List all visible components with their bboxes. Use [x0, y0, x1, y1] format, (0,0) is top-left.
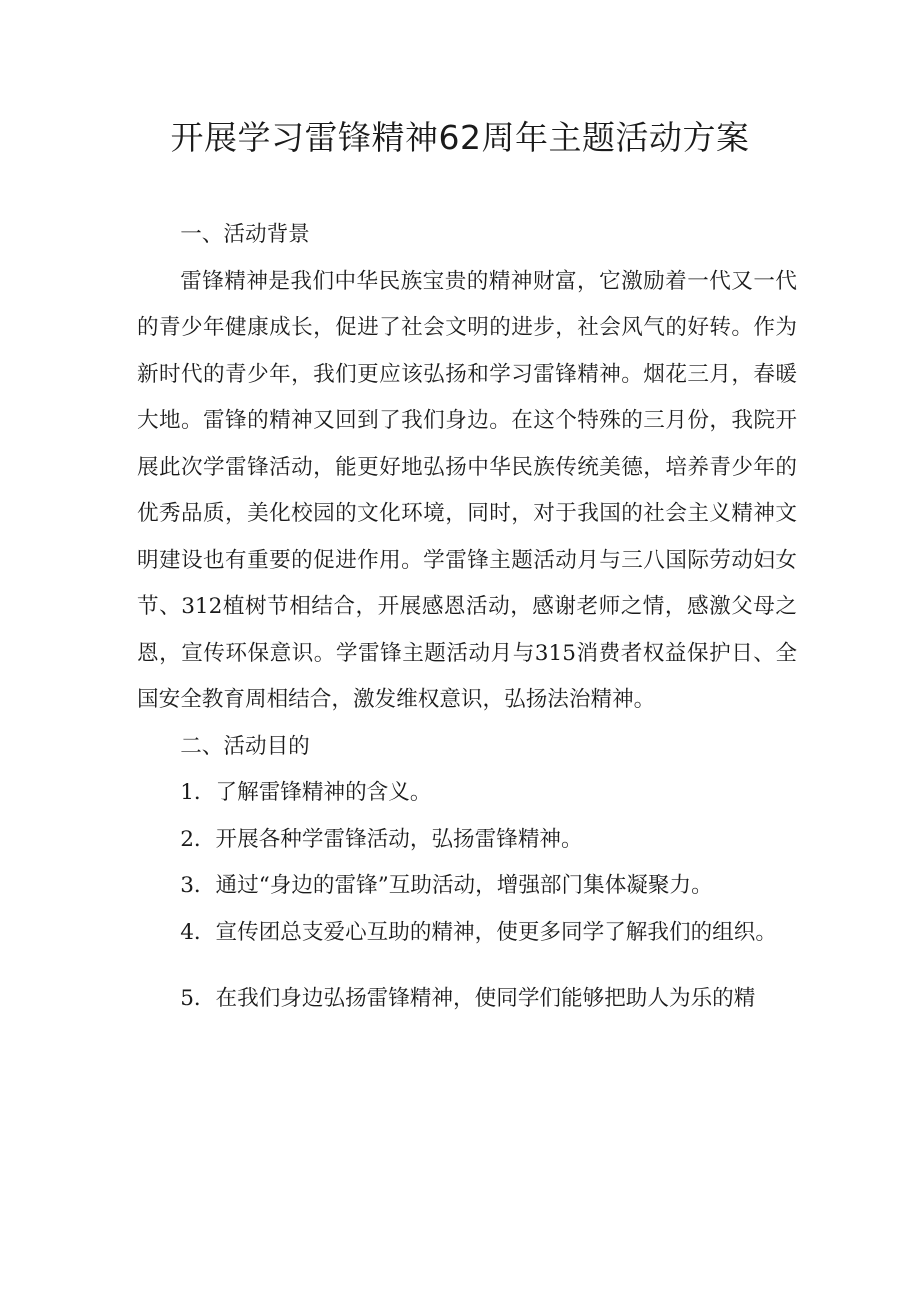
document-title: 开展学习雷锋精神62周年主题活动方案	[170, 118, 750, 157]
document-body	[137, 212, 797, 1023]
section-heading-background: 一、活动背景	[180, 222, 310, 247]
purpose-item-1: 1．了解雷锋精神的含义。	[180, 780, 432, 805]
purpose-item-5: 5．在我们身边弘扬雷锋精神，使同学们能够把助人为乐的精	[180, 986, 756, 1011]
purpose-item-2: 2．开展各种学雷锋活动，弘扬雷锋精神。	[180, 826, 583, 852]
background-paragraph: 雷锋精神是我们中华民族宝贵的精神财富，它激励着一代又一代的青少年健康成长，促进了社会文明的进步，社会风气的好转。作为新时代的青少年，我们更应该弘扬和学习雷锋精神。烟花三月，春暖大地。雷锋的精神又回到了我们身边。在这个特殊的三月份，我院开展此次学雷锋活动，能更好地弘扬中华民族传统美德，培养青少年的优秀品质，美化校园的文化环境，同时，对于我国的社会主义精神文明建设也有重要的促进作用。学雷锋主题活动月与三八国际劳动妇女节、312植树节相结合，开展感恩活动，感谢老师之情，感激父母之恩，宣传环保意识。学雷锋主题活动月与315消费者权益保护日、全国安全教育周相结合，激发维权意识，弘扬法治精神。	[137, 268, 797, 712]
purpose-item-3: 3．通过“身边的雷锋”互助活动，增强部门集体凝聚力。	[180, 873, 713, 898]
purpose-item-4: 4．宣传团总支爱心互助的精神，使更多同学了解我们的组织。	[180, 919, 777, 945]
section-heading-purpose: 二、活动目的	[180, 733, 310, 759]
